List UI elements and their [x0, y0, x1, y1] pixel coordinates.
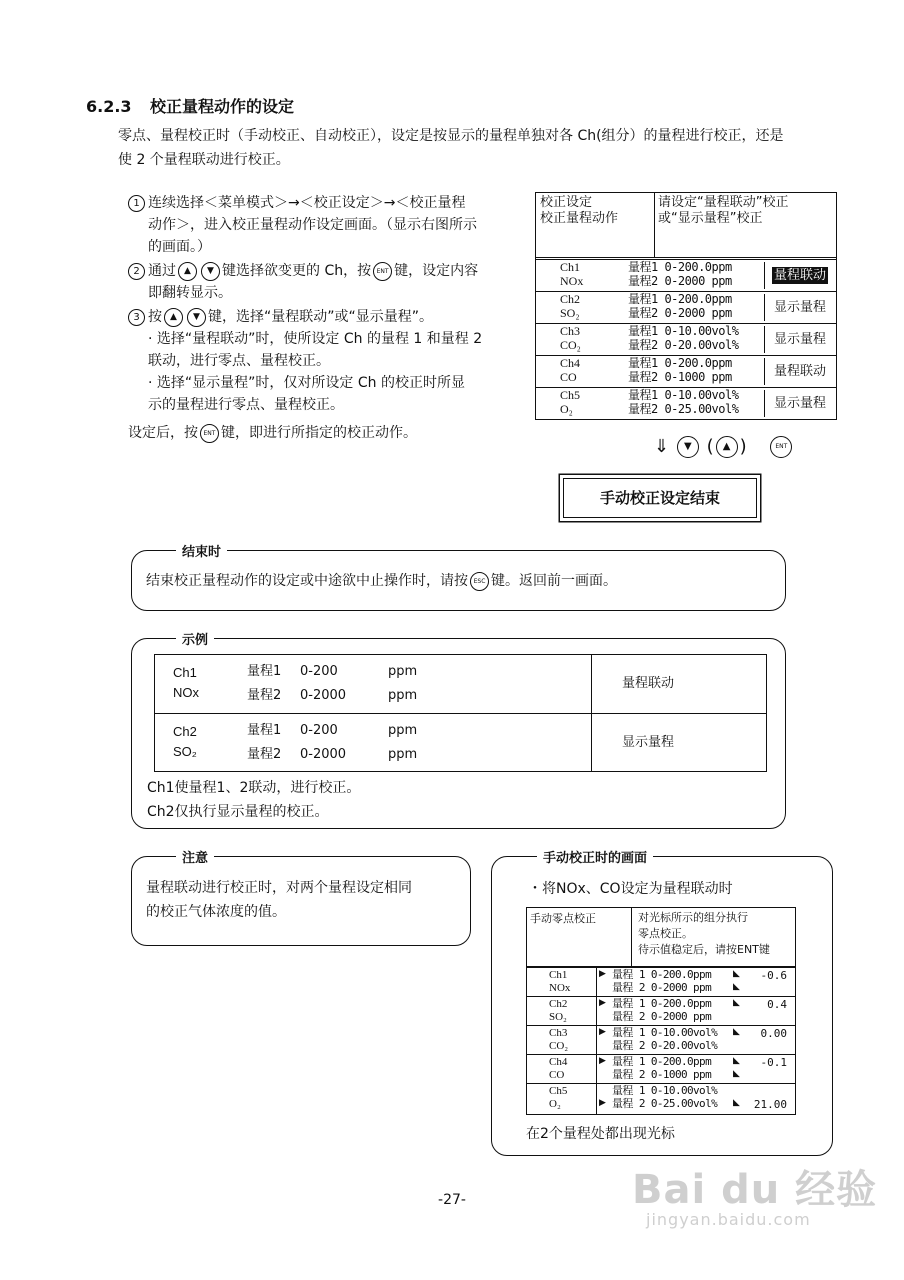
- page-number: -27-: [438, 1192, 466, 1208]
- cursor-icon: ▶: [599, 1027, 606, 1037]
- channel-row-ch2[interactable]: [536, 291, 836, 323]
- ent-key-icon: ENT: [200, 424, 219, 443]
- channel-label: Ch1 NOx: [173, 665, 199, 700]
- step-line: 即翻转显示。: [148, 285, 232, 301]
- step-number: 2: [128, 263, 145, 280]
- manual-zero-screen: [526, 907, 796, 1115]
- mode-value[interactable]: 显示量程: [764, 326, 835, 353]
- step-line: 的画面。）: [148, 239, 211, 255]
- marker-icon: ◣: [733, 1056, 740, 1066]
- screen-title: [540, 195, 652, 227]
- step-line: [148, 260, 520, 282]
- step-line: 连续选择＜菜单模式＞→＜校正设定＞→＜校正量程: [148, 195, 466, 211]
- text: 键选择欲变更的 Ch，按: [222, 263, 372, 279]
- channel-label: Ch2 SO₂: [560, 292, 581, 320]
- table-row: [155, 713, 766, 772]
- bullet-line: · 选择“量程联动”时，使所设定 Ch 的量程 1 和量程 2: [148, 331, 483, 347]
- after-setting-note: [128, 422, 520, 444]
- range-value: 0-200: [300, 723, 338, 738]
- channel-row-ch4[interactable]: [536, 355, 836, 387]
- text: 键，设定内容: [394, 263, 479, 279]
- example-panel-title: 示例: [176, 629, 214, 648]
- intro-line: 使 2 个量程联动进行校正。: [118, 152, 290, 168]
- text: 结束校正量程动作的设定或中途欲中止操作时，请按: [146, 573, 468, 589]
- example-caption: [147, 776, 360, 824]
- marker-icon: ◣: [733, 998, 740, 1008]
- watermark-logo: Bai du 经验: [632, 1167, 878, 1213]
- ent-key-icon: ENT: [373, 262, 392, 281]
- step-line: [148, 306, 520, 328]
- text: 键。返回前一画面。: [491, 573, 617, 589]
- down-key-icon: ▼: [187, 308, 206, 327]
- text: 键，即进行所指定的校正动作。: [221, 425, 417, 441]
- range-unit: ppm: [388, 747, 418, 762]
- channel-label: Ch5 O₂: [560, 388, 581, 416]
- text: 设定后，按: [128, 425, 198, 441]
- intro-paragraph: [118, 124, 858, 172]
- up-key-icon: ▲: [164, 308, 183, 327]
- range-list: 量程1 0-200.0ppm 量程2 0-2000 ppm: [628, 292, 732, 320]
- mode-value[interactable]: 显示量程: [764, 390, 835, 417]
- procedure-steps: [128, 192, 520, 444]
- key-sequence: [654, 434, 794, 460]
- bullet-line: 联动，进行零点、量程校正。: [148, 353, 330, 369]
- manual-row-ch4: Ch4 CO ▶ 量程 1 0-200.0ppm 量程 2 0-1000 ppm ◣ ◣ -0.1: [527, 1054, 795, 1083]
- screen-header: [527, 908, 795, 967]
- step-line: 动作＞，进入校正量程动作设定画面。（显示右图所示: [148, 217, 477, 233]
- range-label: 量程2: [247, 747, 282, 762]
- reading-value: 21.00: [753, 1098, 787, 1111]
- mode-value: 量程联动: [591, 655, 766, 713]
- range-unit: ppm: [388, 688, 418, 703]
- title-line: 校正设定: [540, 195, 593, 210]
- section-number: 6.2.3: [86, 97, 132, 116]
- marker-icon: ◣: [733, 982, 740, 992]
- range-value: 0-2000: [300, 688, 347, 703]
- screen-instruction: [658, 195, 833, 227]
- manual-panel-title: 手动校正时的画面: [537, 847, 653, 866]
- bullet-line: · 选择“显示量程”时，仅对所设定 Ch 的校正时所显: [148, 375, 465, 391]
- section-title-text: 校正量程动作的设定: [150, 97, 295, 116]
- cursor-icon: ▶: [599, 998, 606, 1008]
- channel-row-ch5[interactable]: [536, 387, 836, 419]
- note-line: 的校正气体浓度的值。: [146, 904, 286, 920]
- range-list: 量程1 0-10.00vol% 量程2 0-20.00vol%: [628, 324, 739, 352]
- step-3: [128, 306, 520, 416]
- step-1: [128, 192, 520, 258]
- reading-value: 0.4: [767, 998, 787, 1011]
- bullet-line: 示的量程进行零点、量程校正。: [148, 397, 344, 413]
- step-number: 1: [128, 195, 145, 212]
- bullet-display: [148, 372, 520, 416]
- paren: (: [706, 436, 714, 457]
- manual-row-ch2: Ch2 SO₂ ▶ 量程 1 0-200.0ppm 量程 2 0-2000 ppm ◣ 0.4: [527, 996, 795, 1025]
- mode-value[interactable]: 量程联动: [764, 358, 835, 385]
- calibration-range-screen: [535, 192, 837, 420]
- manual-row-ch3: Ch3 CO₂ ▶ 量程 1 0-10.00vol% 量程 2 0-20.00vol% ◣ 0.00: [527, 1025, 795, 1054]
- channel-label: Ch1 NOx: [560, 260, 584, 288]
- up-key-icon: ▲: [716, 436, 738, 458]
- end-setting-box: 手动校正设定结束: [563, 478, 757, 518]
- mode-value[interactable]: 显示量程: [764, 294, 835, 321]
- mode-value: 显示量程: [591, 714, 766, 772]
- paren: ): [739, 436, 747, 457]
- range-list: 量程1 0-200.0ppm 量程2 0-2000 ppm: [628, 260, 732, 288]
- bullet-linked: [148, 328, 520, 372]
- range-label: 量程2: [247, 688, 282, 703]
- range-label: 量程1: [247, 723, 282, 738]
- marker-icon: ◣: [733, 1027, 740, 1037]
- cursor-icon: ▶: [599, 969, 606, 979]
- up-key-icon: ▲: [178, 262, 197, 281]
- channel-row-ch3[interactable]: [536, 323, 836, 355]
- range-value: 0-2000: [300, 747, 347, 762]
- step-number: 3: [128, 309, 145, 326]
- down-key-icon: ▼: [201, 262, 220, 281]
- instruction-line: 或“显示量程”校正: [658, 211, 763, 226]
- channel-label: Ch4 CO: [560, 356, 581, 384]
- title-line: 校正量程动作: [540, 211, 619, 226]
- ent-key-icon: ENT: [770, 436, 792, 458]
- example-table: [154, 654, 767, 772]
- channel-label: Ch2 SO₂: [173, 724, 197, 759]
- marker-icon: ◣: [733, 1098, 740, 1108]
- manual-row-ch5: Ch5 O₂ ▶ 量程 1 0-10.00vol% 量程 2 0-25.00vol% ◣ 21.00: [527, 1083, 795, 1114]
- text: 键，选择“量程联动”或“显示量程”。: [208, 309, 434, 325]
- reading-value: 0.00: [760, 1027, 787, 1040]
- table-row: [155, 655, 766, 713]
- manual-caption: 在2个量程处都出现光标: [526, 1126, 675, 1142]
- screen-title: 手动零点校正: [530, 912, 596, 925]
- exit-panel-text: [146, 570, 617, 592]
- step-2: [128, 260, 520, 304]
- range-list: 量程1 0-10.00vol% 量程2 0-25.00vol%: [628, 388, 739, 416]
- cursor-icon: ▶: [599, 1098, 606, 1108]
- range-value: 0-200: [300, 664, 338, 679]
- esc-key-icon: ESC: [470, 572, 489, 591]
- screen-header: [536, 193, 836, 258]
- manual-panel-subtitle: ・将NOx、CO设定为量程联动时: [528, 881, 733, 897]
- reading-value: -0.6: [760, 969, 787, 982]
- reading-value: -0.1: [760, 1056, 787, 1069]
- note-text: [146, 876, 462, 924]
- screen-instruction: 对光标所示的组分执行 零点校正。 待示值稳定后，请按ENT键: [638, 911, 770, 956]
- cursor-icon: ▶: [599, 1056, 606, 1066]
- channel-label: Ch3 CO₂: [560, 324, 581, 352]
- manual-row-ch1: Ch1 NOx ▶ 量程 1 0-200.0ppm 量程 2 0-2000 ppm ◣ ◣ -0.6: [527, 967, 795, 996]
- section-title: [86, 94, 294, 117]
- caption-line: Ch2仅执行显示量程的校正。: [147, 804, 329, 820]
- text: 通过: [148, 263, 176, 279]
- intro-line: 零点、量程校正时（手动校正、自动校正），设定是按显示的量程单独对各 Ch(组分）的量程进行校正，还是: [118, 128, 784, 144]
- range-unit: ppm: [388, 723, 418, 738]
- marker-icon: ◣: [733, 969, 740, 979]
- caption-line: Ch1使量程1、2联动，进行校正。: [147, 780, 361, 796]
- exit-panel-title: 结束时: [176, 541, 227, 560]
- range-label: 量程1: [247, 664, 282, 679]
- note-line: 量程联动进行校正时，对两个量程设定相同: [146, 880, 412, 896]
- mode-value[interactable]: 量程联动: [764, 262, 835, 289]
- text: 按: [148, 309, 162, 325]
- watermark-url: jingyan.baidu.com: [646, 1210, 811, 1229]
- down-arrow-icon: ⇓: [654, 436, 670, 457]
- down-key-icon: ▼: [677, 436, 699, 458]
- instruction-line: 请设定“量程联动”校正: [658, 195, 789, 210]
- marker-icon: ◣: [733, 1069, 740, 1079]
- range-list: 量程1 0-200.0ppm 量程2 0-1000 ppm: [628, 356, 732, 384]
- note-panel-title: 注意: [176, 847, 214, 866]
- range-unit: ppm: [388, 664, 418, 679]
- channel-row-ch1[interactable]: [536, 259, 836, 291]
